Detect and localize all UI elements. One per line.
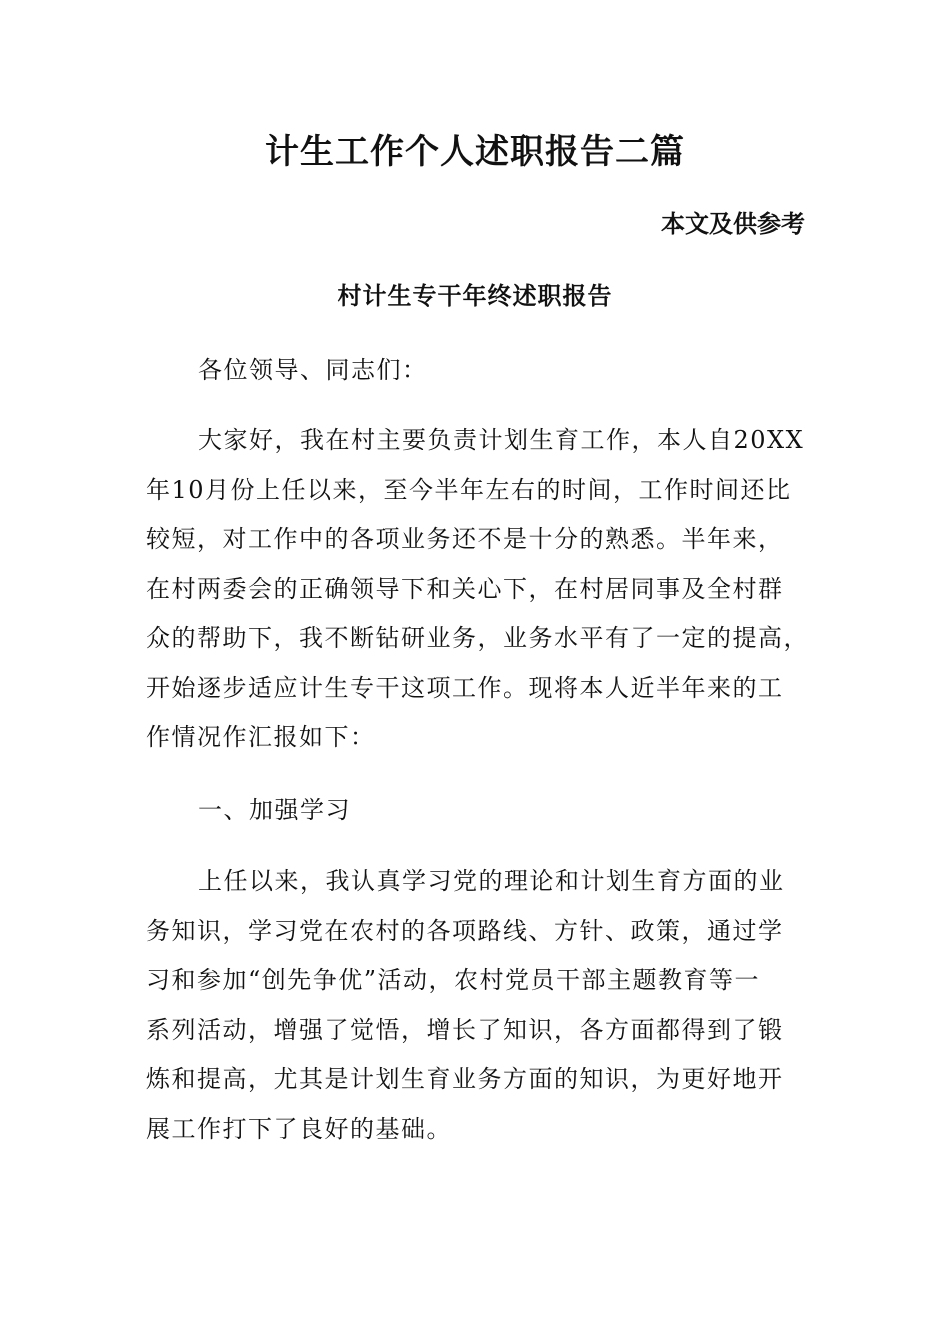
intro-paragraph	[146, 416, 809, 763]
paragraph-line: 在村两委会的正确领导下和关心下，在村居同事及全村群	[146, 574, 784, 603]
paragraph-line: 系列活动，增强了觉悟，增长了知识，各方面都得到了锻	[146, 1015, 784, 1044]
paragraph-line: 习和参加“创先争优”活动，农村党员干部主题教育等一	[146, 966, 761, 994]
paragraph-line: 务知识，学习党在农村的各项路线、方针、政策，通过学	[146, 916, 784, 945]
subsection-heading: 一、加强学习	[198, 796, 351, 824]
paragraph-line: 大家好，我在村主要负责计划生育工作，本人自20XX	[198, 426, 805, 454]
document-subtitle: 本文及供参考	[661, 209, 805, 238]
paragraph-line: 炼和提高，尤其是计划生育业务方面的知识，为更好地开	[146, 1065, 784, 1093]
paragraph-line: 上任以来，我认真学习党的理论和计划生育方面的业	[198, 867, 785, 895]
paragraph-line: 开始逐步适应计生专干这项工作。现将本人近半年来的工	[146, 673, 784, 702]
paragraph-line: 较短，对工作中的各项业务还不是十分的熟悉。半年来，	[146, 525, 784, 553]
paragraph-line: 展工作打下了良好的基础。	[146, 1114, 452, 1143]
greeting-paragraph: 各位领导、同志们：	[198, 356, 428, 384]
study-paragraph	[146, 857, 806, 1154]
paragraph-line: 年10月份上任以来，至今半年左右的时间，工作时间还比	[146, 475, 792, 504]
paragraph-line: 众的帮助下，我不断钻研业务，业务水平有了一定的提高，	[146, 624, 809, 652]
document-title: 计生工作个人述职报告二篇	[265, 132, 685, 172]
paragraph-line: 作情况作汇报如下：	[146, 723, 376, 751]
section-title: 村计生专干年终述职报告	[337, 281, 613, 310]
